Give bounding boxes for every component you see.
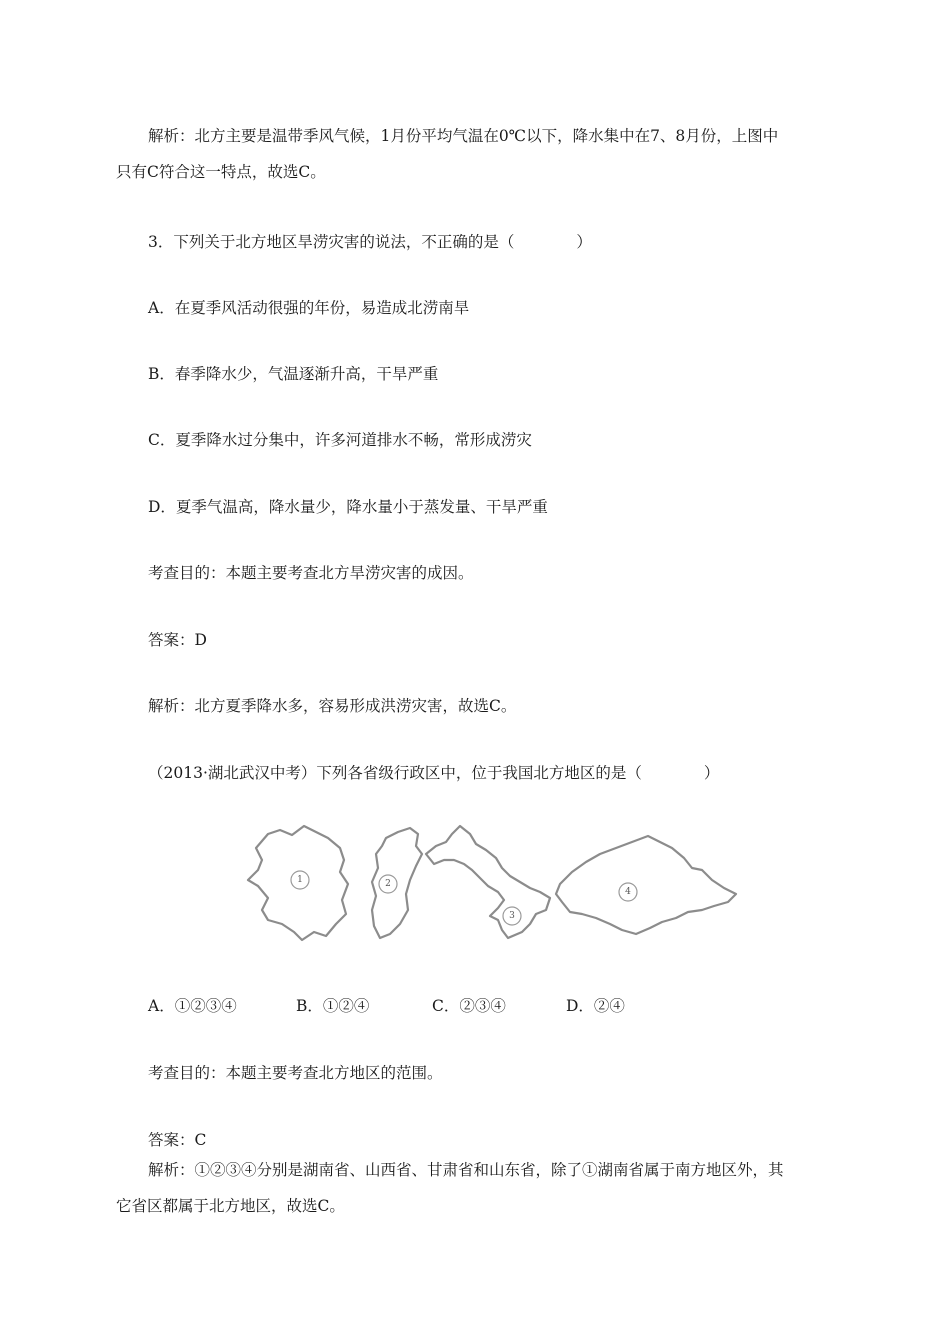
q4-answer: 答案：C bbox=[148, 1131, 207, 1149]
map-label-1: 1 bbox=[297, 875, 303, 885]
province-3-outline bbox=[426, 826, 550, 938]
q4-option-a: A．①②③④ bbox=[148, 997, 237, 1015]
q4-option-b: B．①②④ bbox=[296, 997, 370, 1015]
q3-purpose: 考查目的：本题主要考查北方旱涝灾害的成因。 bbox=[148, 564, 474, 582]
q3-option-d: D．夏季气温高，降水量少，降水量小于蒸发量、干旱严重 bbox=[148, 498, 548, 516]
province-4-outline bbox=[556, 836, 736, 934]
q4-analysis-line1: 解析：①②③④分别是湖南省、山西省、甘肃省和山东省，除了①湖南省属于南方地区外，其 bbox=[148, 1161, 784, 1179]
q2-analysis-line2: 只有C符合这一特点，故选C。 bbox=[116, 163, 326, 181]
q3-option-c: C．夏季降水过分集中，许多河道排水不畅，常形成涝灾 bbox=[148, 431, 532, 449]
q4-stem: （2013·湖北武汉中考）下列各省级行政区中，位于我国北方地区的是（ ） bbox=[148, 764, 720, 782]
q3-option-a: A．在夏季风活动很强的年份，易造成北涝南旱 bbox=[148, 299, 470, 317]
q4-option-c: C．②③④ bbox=[432, 997, 506, 1015]
q3-stem: 3．下列关于北方地区旱涝灾害的说法，不正确的是（ ） bbox=[148, 233, 592, 251]
q4-purpose: 考查目的：本题主要考查北方地区的范围。 bbox=[148, 1064, 443, 1082]
q3-analysis: 解析：北方夏季降水多，容易形成洪涝灾害，故选C。 bbox=[148, 697, 517, 715]
q4-options bbox=[148, 996, 625, 1016]
q4-analysis-line2: 它省区都属于北方地区，故选C。 bbox=[116, 1197, 345, 1215]
q3-answer: 答案：D bbox=[148, 631, 207, 649]
q2-analysis-line1: 解析：北方主要是温带季风气候，1月份平均气温在0℃以下，降水集中在7、8月份，上图中 bbox=[148, 127, 779, 145]
map-label-4: 4 bbox=[625, 887, 631, 897]
map-label-3: 3 bbox=[509, 911, 515, 921]
province-outline-map bbox=[240, 820, 750, 945]
map-label-2: 2 bbox=[385, 879, 391, 889]
q4-option-d: D．②④ bbox=[566, 997, 625, 1015]
q3-option-b: B．春季降水少，气温逐渐升高，干旱严重 bbox=[148, 365, 439, 383]
